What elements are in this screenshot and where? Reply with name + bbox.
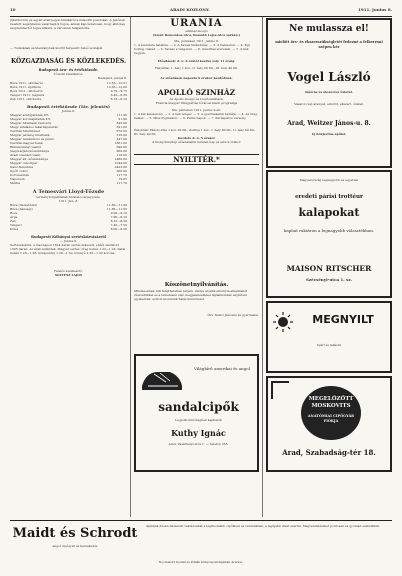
hat-text: kaphat raktáron a legnagyobb választékban. [283, 228, 375, 233]
row-label: Márka [10, 181, 20, 185]
shoe-icon [140, 364, 184, 394]
urania-prices: Helyárak: 1. hely 1 kor., II. hely 60 fill., III. hely 40 fill. [155, 66, 238, 70]
section-title-economy: KÖZGAZDASÁG ÉS KÖZLEKEDÉS. [10, 58, 127, 65]
vogel-name: Vogel László [287, 70, 371, 84]
grain-exchange-subtitle: Tőzsdei feladáshoz. [53, 72, 84, 76]
row-value: 8.10—8.20 [110, 219, 127, 223]
row-value: 8.00—8.20 [110, 227, 127, 231]
megnyilt-ad [266, 301, 392, 373]
lloyd-date: 1911. Jun. 8. [58, 199, 79, 203]
row-label: Búza (bánsági) [10, 207, 33, 211]
row-label: Búza 1911. októberre [10, 81, 43, 85]
hat-shop: MAISON RITSCHER [286, 264, 372, 273]
row-label: Rozs [10, 211, 18, 215]
urania-program-head: Ma, pénteken 1911. junius 9. [174, 39, 219, 43]
moskovits-ad [266, 376, 392, 472]
shoe-emblem [301, 386, 361, 440]
thanks-text: Mindazoknak, kik felejthetetlen férjem, illetve atyánk elhunyta alkalmából részvétükkel és a temetésen való megjelenésükkel fájdalmunkat enyhíteni igyekeztek, ezúton mondunk hálás köszönetet. [134, 289, 248, 301]
row-label: Magyar leszámítoló és pénzv. [10, 137, 55, 141]
row-value: 8.42—8.39 [110, 93, 127, 97]
row-label: Magyar ált. kőszénbánya [10, 157, 49, 161]
thanks-notice [134, 282, 259, 352]
moskovits-brand: MEGELŐZŐTT MOSKOVITS [308, 396, 354, 409]
lloyd-subtitle: terményforgalmának hivatalos árjegyzése. [36, 195, 101, 199]
market-text: Sertésvásárra: a mai napon 1624 darab sertés érkezett, ebből eladatott 1305 darab. Az árak szilárdak. Magyar sertés: öreg nehéz 1.22—1.24, fiatal nehéz 1.26—1.28, középsúlyú 1.28—1.30, könnyű 1.30—1.32 korona. [10, 243, 126, 255]
apollo-subtitle: Az Apollo-mozgó és Lloyd-szinháza. [169, 97, 224, 101]
footer-brand-subtitle: angol cipőgyár és kereskedés [52, 544, 98, 548]
row-label: Tengeri 1911. májusra [10, 93, 45, 97]
nyiltter-heading: NYILTTÉR.* [134, 154, 259, 165]
row-label: Köles [10, 227, 19, 231]
table-row [10, 97, 127, 101]
row-label: Zab [10, 219, 16, 223]
row-label: Osztrák hitelintézet [10, 129, 41, 133]
corner-ornament-icon [271, 381, 289, 399]
sandal-lead: Világhírű amerikai és angol [194, 366, 250, 371]
stock-table [10, 113, 127, 185]
column-rule-2 [262, 17, 263, 517]
thanks-signature: Özv. Szabó Jánosné és gyermekei. [207, 313, 259, 317]
row-value: 19.05 [118, 177, 127, 181]
footer-brand: Maidt és Schrodt [12, 526, 138, 541]
apollo-prices: Helyárak: Páholy-ülés 1 kor. 20 fill., Zsöllye 1 kor., I. hely 80 fill., II. hely 60 fill., III. hely 40 fill. [134, 128, 256, 136]
editor-label: Felelős szerkesztő: [54, 269, 83, 273]
row-label: Salgótarjáni kőszénbánya [10, 149, 50, 153]
megnyilt-title: MEGNYILT [312, 313, 374, 326]
row-value: 621.00 [116, 125, 127, 129]
right-column [266, 18, 392, 518]
row-label: Magy. általános takarékpénztár [10, 125, 58, 129]
megnyilt-subtitle: nyári és lakásra [316, 343, 342, 347]
sandal-address: Arad, Vásárhelyi-utca 1. — Telefon 355. [168, 442, 229, 446]
apollo-hours: Kezdete d. u. 5 órakor [177, 136, 216, 140]
row-label: Árpa [10, 215, 18, 219]
grain-exchange-title: Budapesti áru- és értéktőzsde. [38, 68, 99, 72]
row-label: Rozs 1911. októberre [10, 89, 43, 93]
row-label: Aradi Csanádi vasút [10, 153, 41, 157]
row-value: 310.00 [116, 133, 127, 137]
row-value: 118.00 [116, 153, 127, 157]
vogel-ad [266, 18, 392, 168]
row-value: 1861.00 [114, 141, 127, 145]
row-label: Magyar cukoripar [10, 161, 38, 165]
row-label: Osztrák-magyar bank [10, 141, 43, 145]
vogel-footer: Új fiókjavítás-épület. [311, 132, 347, 136]
market-subtitle: — Junius 8. [59, 239, 78, 243]
vogel-address: Arad, Weitzer János-u. 8. [287, 120, 371, 127]
urania-title: URANIA [170, 18, 223, 29]
middle-column [134, 18, 259, 518]
row-label: Tengeri [10, 223, 22, 227]
row-value: 9.00—9.10 [110, 211, 127, 215]
hat-lead: Magyarország legnagyobb és egyetlen [299, 178, 359, 182]
hat-subtitle: eredeti párisi trottéur [295, 194, 363, 200]
thanks-title: Köszönetnyilvánítás. [164, 282, 229, 288]
issue-date: 1911. Junius 8. [358, 8, 392, 12]
row-value: 690.00 [116, 145, 127, 149]
row-label: Zab 1911. októberre [10, 97, 42, 101]
vogel-headline: Ne mulassza el! [289, 24, 369, 34]
row-label: Rimamurányi vasmű [10, 145, 42, 149]
footer-area [10, 522, 392, 570]
row-label: Búza 1911. áprilisra [10, 85, 41, 89]
row-label: Magyar aranyjáradék 4% [10, 113, 49, 117]
vogel-subline: mielőtt őrs- és ékszerszükségletét fedezné a felkeresni szépen kér [275, 40, 383, 49]
apollo-title: APOLLÓ SZINHÁZ [157, 88, 236, 97]
row-value: 7.40—7.50 [110, 223, 127, 227]
row-value: 12.03—12.00 [106, 85, 127, 89]
apollo-date: Ma, pénteken 1911. junius 9-én: [171, 108, 222, 112]
row-value: 670.50 [116, 129, 127, 133]
left-column [10, 18, 127, 518]
grain-exchange-date: Budapest, junius 8. [97, 76, 127, 80]
row-value: 7.90—8.10 [110, 215, 127, 219]
editor-name: SOLTÉSZ LAJOS [54, 273, 83, 277]
row-value: 117.70 [116, 181, 127, 185]
footer-printer: Nyomatott Gyulai és Pollák könyvnyomdájában Aradon. [158, 560, 244, 564]
sandal-title: sandalcipők [158, 400, 239, 414]
urania-program-1: 1. A szerelem hatalma. — 2. A havasi kirándulás. — 3. A balesetek. — 4. Egy boldog család. — 5. Tavasz a tengeren. — 6. Amerikai szerelem. — 7. A kék hegyek. [134, 43, 251, 55]
apollo-program: 1. A két kisasszony. — 2. A kék tenger. — 3. A gyermekeink barátja. — 4. Az öreg halász. — 5. Miss Pygmalion. — 6. Parisi napok. — 7. Kerékpáros verseny. [134, 112, 258, 120]
hat-title: kalapokat [298, 206, 360, 219]
intro-paragraph: (Markovics) és egyéb aranyegyei klinikáról a második posztokat. A Jenőnek beadott segélykérés vasárnaptól fogva, annak kapcsolatosan, hogy állítólag szeptembertől fogva állásra, a városban felajánlotta. [10, 18, 125, 30]
apollo-note: A mozgófénykép előadásaink minden nap és este 9 órakor. [151, 140, 242, 144]
row-value: 8.13—8.10 [110, 97, 127, 101]
row-value: 117.70 [116, 173, 127, 177]
row-value: 660.00 [116, 149, 127, 153]
moskovits-subtitle: ANATÓMIAI CIPŐGYÁR FIÓKJA [307, 414, 355, 423]
intro-paragraph-2: — Tudatának és kiadványnak között helyezett belső szobáját. [10, 46, 104, 50]
sun-logo-icon [272, 311, 294, 333]
row-label: Magyar hitelbank részvény [10, 121, 52, 125]
row-label: Koronaérték [10, 173, 29, 177]
row-value: 91.90 [118, 117, 127, 121]
urania-footer: Az előadások naponta 6 órakor kezdődnek. [160, 76, 233, 80]
row-value: 11.85—11.95 [106, 207, 127, 211]
page-header [10, 6, 392, 16]
sandal-subtitle: Legjobb minőségben kaphatók [175, 418, 222, 422]
sandal-shop: Kuthy Ignác [171, 428, 226, 438]
row-value: 547.00 [116, 137, 127, 141]
row-value: 1480.00 [114, 157, 127, 161]
urania-subtitle: szinház-mozgó [185, 29, 208, 33]
row-label: Búza (tiszavidéki) [10, 203, 38, 207]
row-value: 2425.00 [114, 165, 127, 169]
hat-ad [266, 170, 392, 298]
lloyd-table [10, 203, 127, 231]
footer-rule [10, 520, 392, 521]
row-value: 845.00 [116, 121, 127, 125]
row-value: 111.90 [116, 113, 127, 117]
row-label: Magyar koronajáradék 4% [10, 117, 51, 121]
row-value: 1044.00 [114, 161, 127, 165]
row-value: 9.79—9.75 [110, 89, 127, 93]
row-value: 12.55—12.51 [106, 81, 127, 85]
moskovits-address: Arad, Szabadság-tér 18. [282, 448, 376, 457]
column-rule-1 [130, 17, 131, 517]
page-number: 10 [10, 8, 16, 12]
row-label: Napoleon [10, 177, 25, 181]
apollo-line: Francia magyar filmgyártás fővárosi kiadó programja [155, 101, 238, 105]
row-value: 260.00 [116, 169, 127, 173]
vogel-line: Vásárol régi aranyat, ezüstöt, ékszert, órákat. [294, 102, 364, 106]
hat-address: Szécsényi-utca 1. sz. [305, 278, 352, 282]
row-label: Magyar jelzálog hitelbank [10, 133, 50, 137]
newspaper-title: ARADI KÖZLÖNY. [170, 8, 210, 12]
header-rule [10, 16, 392, 17]
grain-table [10, 81, 127, 101]
lloyd-title: A Temesvári Lloyd-Tőzsde [32, 189, 105, 195]
market-title: Budapesti Kőbányai sertésközvásárról [30, 235, 106, 239]
sandal-ad [134, 354, 259, 472]
footer-text: Ajánljuk dúsan felszerelt raktárunkat a legfinomabb cipőkben és csizmákban, a legújabb divat szerint. Megrendeléseket pontosan és gyorsan eszközlünk. [146, 524, 381, 528]
urania-program-2: Előadások: d. u. 6 órától kezdve este 11 óráig. [157, 59, 236, 63]
table-row [10, 227, 127, 231]
row-label: Győri cukor [10, 169, 28, 173]
row-label: Ganz-Danubius [10, 165, 34, 169]
vogel-description: műórás és ékszerész üzletét. [304, 90, 354, 94]
row-value: 11.80—11.90 [106, 203, 127, 207]
stock-exchange-title: Budapesti értéktőzsde (Táv. jelentés) [27, 105, 110, 109]
stock-exchange-date: Junius 8. [61, 109, 76, 113]
table-row [10, 181, 127, 185]
urania-address: (Szent Domonkos-utca, Kossuth Lajos-utca sarkán.) [152, 33, 241, 37]
